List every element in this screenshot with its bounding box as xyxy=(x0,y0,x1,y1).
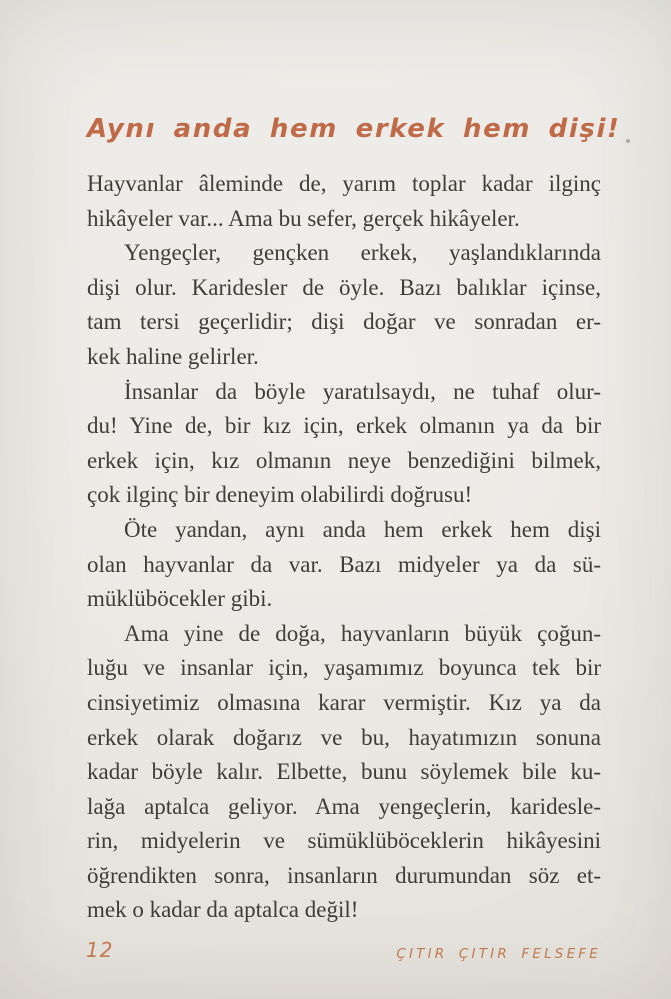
text-line: İnsanlar da böyle yaratılsaydı, ne tuhaf olur- xyxy=(124,378,601,404)
series-imprint: ÇITIR ÇITIR FELSEFE xyxy=(396,946,601,962)
text-line: tam tersi geçerlidir; dişi doğar ve sonradan er- xyxy=(87,309,601,335)
text-line: erkek olarak doğarız ve bu, hayatımızın sonuna xyxy=(87,724,601,750)
text-line: Yengeçler, gençken erkek, yaşlandıklarında xyxy=(124,240,601,266)
page-number: 12 xyxy=(86,938,114,962)
text-line: lağa aptalca geliyor. Ama yengeçlerin, karidesle- xyxy=(87,793,601,819)
text-line: dişi olur. Karidesler de öyle. Bazı balıklar içinse, xyxy=(87,274,601,300)
text-line: çok ilginç bir deneyim olabilirdi doğrusu! xyxy=(87,482,473,508)
text-line: öğrendikten sonra, insanların durumundan söz et- xyxy=(87,862,601,888)
text-line: erkek için, kız olmanın neye benzediğini bilmek, xyxy=(87,447,601,473)
text-line: Öte yandan, aynı anda hem erkek hem dişi xyxy=(124,516,601,542)
chapter-title: Aynı anda hem erkek hem dişi! xyxy=(87,114,621,145)
body-text xyxy=(87,167,601,928)
text-line: du! Yine de, bir kız için, erkek olmanın ya da bir xyxy=(87,413,601,439)
text-line: luğu ve insanlar için, yaşamımız boyunca tek bir xyxy=(87,655,601,681)
text-line: hikâyeler var... Ama bu sefer, gerçek hikâyeler. xyxy=(87,205,520,231)
text-line: rin, midyelerin ve sümüklüböceklerin hikâyesini xyxy=(87,828,601,854)
text-line: Hayvanlar âleminde de, yarım toplar kadar ilginç xyxy=(87,171,601,196)
dust-speck xyxy=(626,139,630,143)
text-line: kadar böyle kalır. Elbette, bunu söylemek bile ku- xyxy=(87,759,601,785)
text-line: kek haline gelirler. xyxy=(87,343,259,369)
text-line: olan hayvanlar da var. Bazı midyeler ya da sü- xyxy=(87,551,601,577)
text-line: Ama yine de doğa, hayvanların büyük çoğun- xyxy=(124,620,601,646)
text-line: cinsiyetimiz olmasına karar vermiştir. Kız ya da xyxy=(87,689,601,715)
text-line: mek o kadar da aptalca değil! xyxy=(87,897,359,923)
text-line: müklüböcekler gibi. xyxy=(87,586,273,612)
